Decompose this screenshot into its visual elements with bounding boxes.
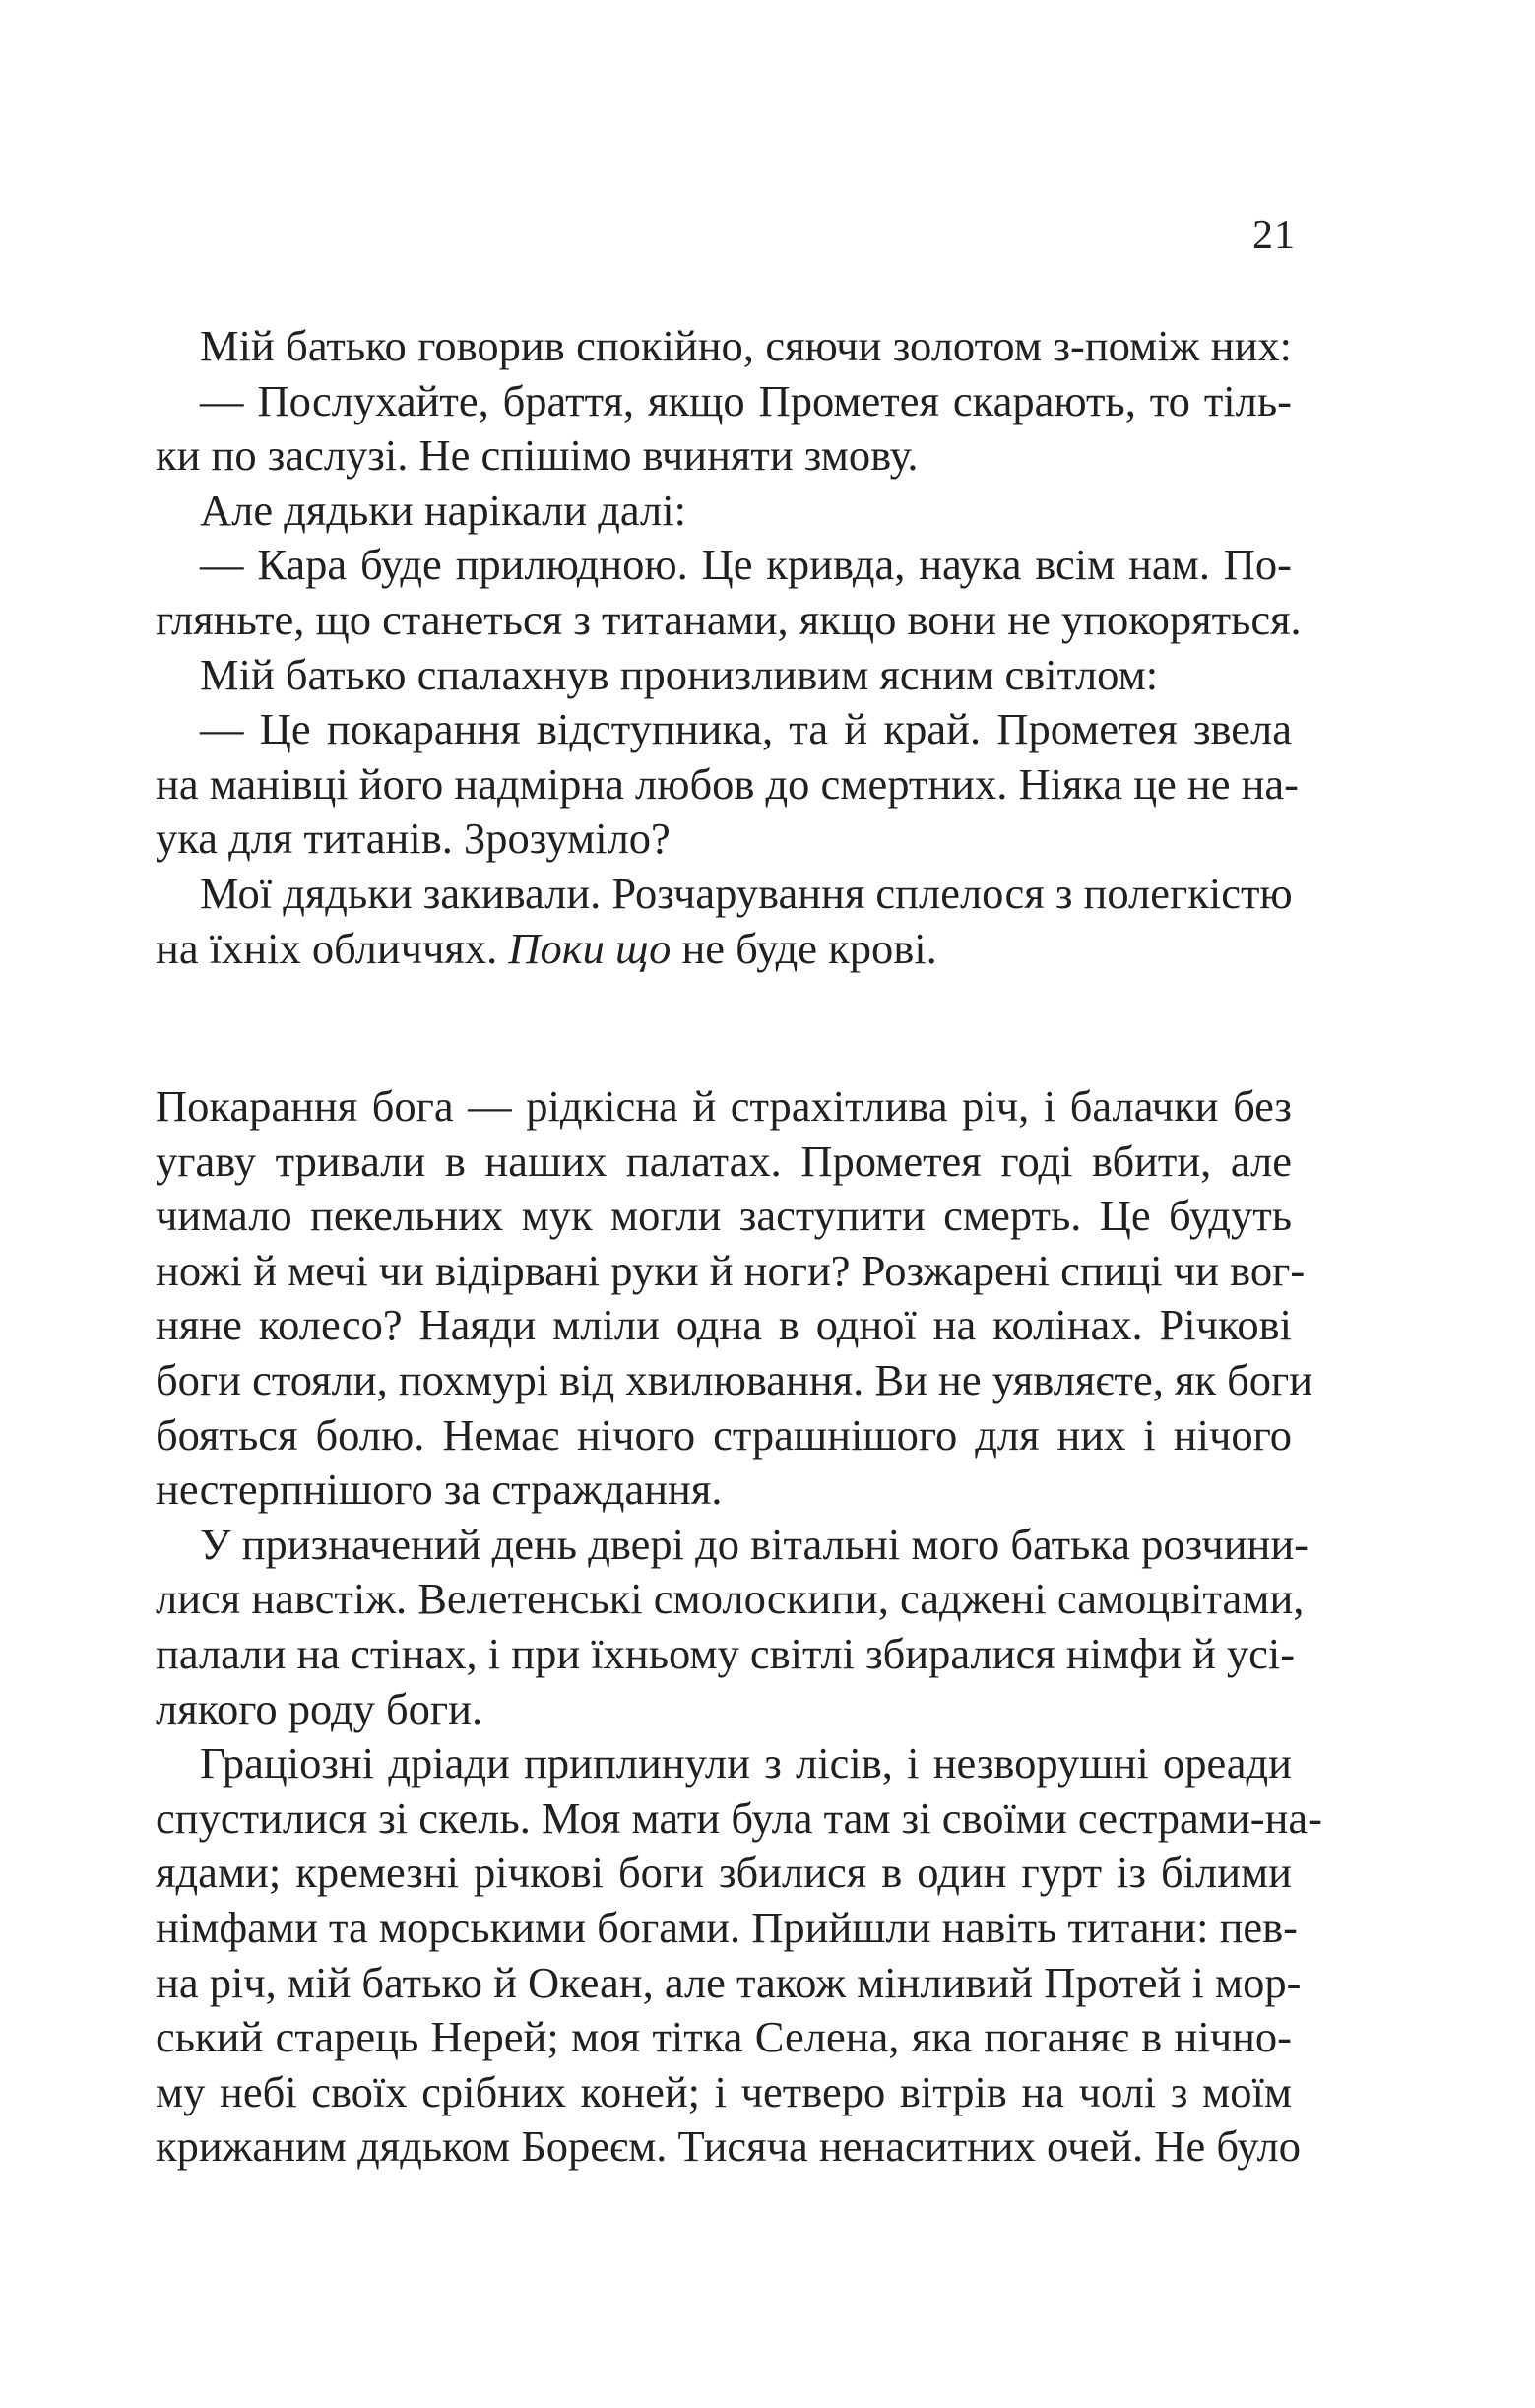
text-line: угаву тривали в наших палатах. Прометея годі вбити, але bbox=[156, 1136, 1292, 1186]
text-line: ука для титанів. Зрозуміло? bbox=[156, 814, 671, 864]
text-line: крижаним дядьком Бореєм. Тисяча ненаситних очей. Не було bbox=[156, 2121, 1302, 2172]
text-line: лися навстіж. Велетенські смолоскипи, саджені самоцвітами, bbox=[156, 1574, 1305, 1624]
text-line: Мій батько спалахнув пронизливим ясним світлом: bbox=[200, 649, 1159, 699]
page-number: 21 bbox=[1252, 213, 1296, 258]
text-line: палали на стінах, і при їхньому світлі збиралися німфи й усі- bbox=[156, 1628, 1296, 1678]
text-line: нестерпнішого за страждання. bbox=[156, 1464, 723, 1515]
text-line: няне колесо? Наяди мліли одна в одної на колінах. Річкові bbox=[156, 1300, 1292, 1350]
text-fragment: не буде крові. bbox=[681, 923, 937, 973]
text-line: боги стояли, похмурі від хвилювання. Ви не уявляєте, як боги bbox=[156, 1354, 1313, 1404]
text-line: спустилися зі скель. Моя мати була там зі своїми сестрами-на- bbox=[156, 1792, 1322, 1843]
text-line: чимало пекельних мук могли заступити смерть. Це будуть bbox=[156, 1191, 1292, 1241]
text-line: на річ, мій батько й Океан, але також мінливий Протей і мор- bbox=[156, 1957, 1302, 2007]
text-line: ядами; кремезні річкові боги збилися в один гурт із білими bbox=[156, 1848, 1292, 1898]
text-line: У призначений день двері до вітальні мого батька розчини- bbox=[200, 1519, 1309, 1569]
italic-emphasis: Поки що bbox=[508, 923, 672, 973]
text-fragment: на їхніх обличчях. bbox=[156, 923, 498, 973]
text-line: ський старець Нерей; моя тітка Селена, яка поганяє в нічно- bbox=[156, 2012, 1292, 2062]
narrative-passage bbox=[156, 1079, 1322, 2175]
text-line: бояться болю. Немає нічого страшнішого для них і нічого bbox=[156, 1409, 1292, 1460]
text-line: на манівці його надмірна любов до смертних. Ніяка це не на- bbox=[156, 758, 1299, 809]
text-line: Мої дядьки закивали. Розчарування сплелося з полегкістю bbox=[200, 868, 1293, 918]
text-line: Мій батько говорив спокійно, сяючи золотом з-поміж них: bbox=[200, 321, 1292, 370]
text-line: — Послухайте, браття, якщо Прометея скарають, то тіль- bbox=[200, 375, 1292, 425]
text-line: Граціозні дріади приплинули з лісів, і незворушні ореади bbox=[200, 1738, 1292, 1789]
text-line bbox=[156, 922, 1292, 977]
text-line: ки по заслузі. Не спішімо вчиняти змову. bbox=[156, 430, 919, 481]
dialogue-passage bbox=[156, 319, 1302, 976]
text-line: Покарання бога — рідкісна й страхітлива річ, і балачки без bbox=[156, 1081, 1292, 1131]
text-line: — Кара буде прилюдною. Це кривда, наука всім нам. По- bbox=[200, 540, 1292, 590]
text-line: німфами та морськими богами. Прийшли навіть титани: пев- bbox=[156, 1902, 1298, 1952]
text-line: гляньте, що станеться з титанами, якщо вони не упокоряться. bbox=[156, 594, 1302, 644]
text-line: лякого роду боги. bbox=[156, 1683, 483, 1733]
text-line: Але дядьки нарікали далі: bbox=[200, 485, 686, 535]
text-line: ножі й мечі чи відірвані руки й ноги? Розжарені спиці чи вог- bbox=[156, 1245, 1306, 1295]
text-line: — Це покарання відступника, та й край. Прометея звела bbox=[200, 704, 1292, 754]
text-line: му небі своїх срібних коней; і четверо вітрів на чолі з моїм bbox=[156, 2066, 1292, 2116]
